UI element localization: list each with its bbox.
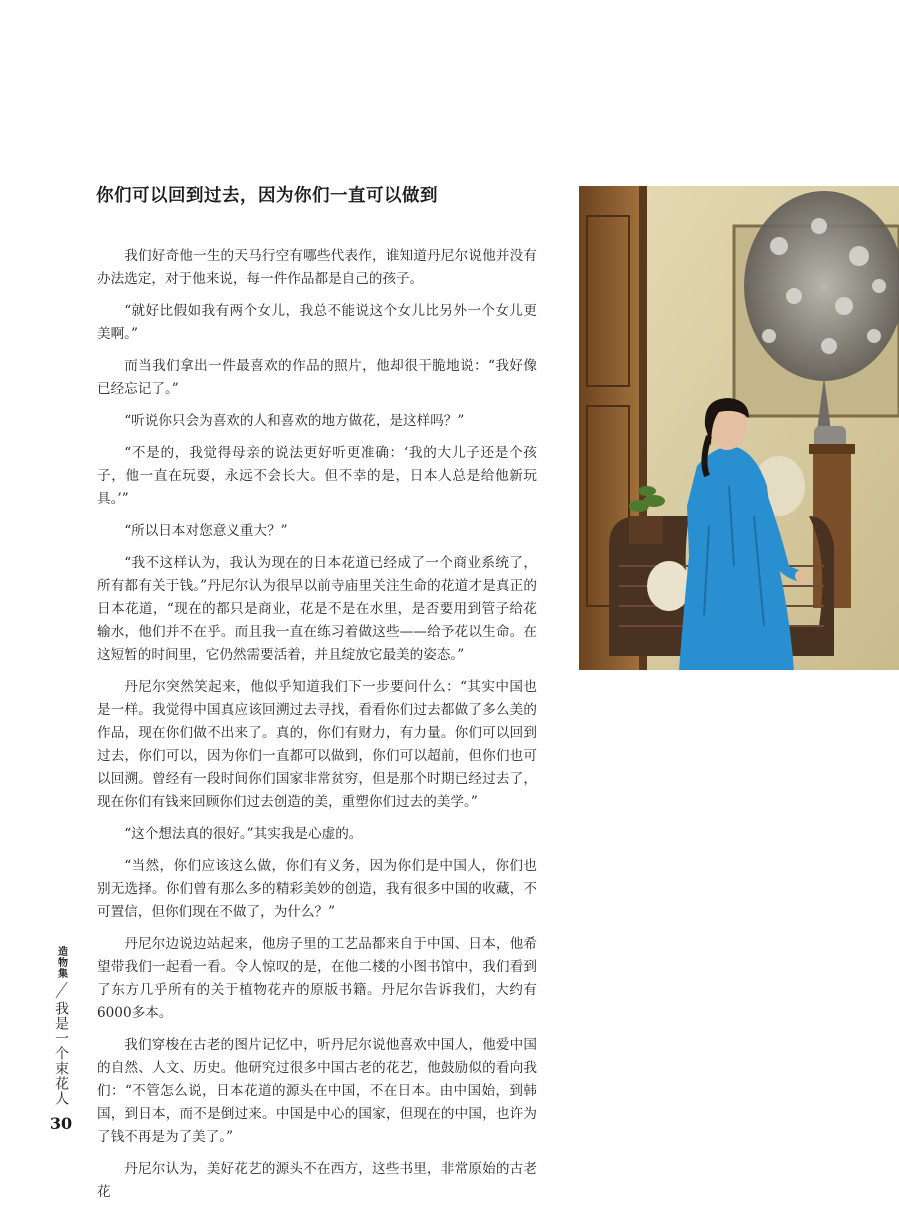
paragraph: “所以日本对您意义重大？” [124,523,288,539]
portrait-photo [579,186,899,670]
page-sidebar [48,946,74,1133]
article-body [97,245,537,1213]
paragraph: “听说你只会为喜欢的人和喜欢的地方做花，是这样吗？” [124,413,465,429]
paragraph: “当然，你们应该这么做，你们有义务，因为你们是中国人，你们也别无选择。你们曾有那么多的精彩美妙的创造，我有很多中国的收藏，不可置信，但你们现在不做了，为什么？” [97,858,537,920]
paragraph: 而当我们拿出一件最喜欢的作品的照片，他却很干脆地说：“我好像已经忘记了。” [97,358,537,397]
book-title: 我是一个束花人 [53,1001,69,1106]
paragraph: 我们穿梭在古老的图片记忆中，听丹尼尔说他喜欢中国人，他爱中国的自然、人文、历史。他研究过很多中国古老的花艺，他鼓励似的看向我们：“不管怎么说，日本花道的源头在中国，不在日本。由中国始，到韩国，到日本，而不是倒过来。中国是中心的国家，但现在的中国，也许为了钱不再是为了美了。” [97,1037,537,1145]
article-heading: 你们可以回到过去，因为你们一直可以做到 [96,186,438,206]
paragraph: “就好比假如我有两个女儿，我总不能说这个女儿比另外一个女儿更美啊。” [97,303,537,342]
paragraph: 丹尼尔突然笑起来，他似乎知道我们下一步要问什么：“其实中国也是一样。我觉得中国真应该回溯过去寻找，看看你们过去都做了多么美的作品，现在你们做不出来了。真的，你们有财力，有力量。你们可以回到过去，你们可以，因为你们一直都可以做到，你们可以超前，但你们也可以回溯。曾经有一段时间你们国家非常贫穷，但是那个时期已经过去了，现在你们有钱来回顾你们过去创造的美，重塑你们过去的美学。” [97,679,537,810]
paragraph: 丹尼尔认为，美好花艺的源头不在西方，这些书里，非常原始的古老花 [97,1161,537,1200]
paragraph: 丹尼尔边说边站起来，他房子里的工艺品都来自于中国、日本，他希望带我们一起看一看。令人惊叹的是，在他二楼的小图书馆中，我们看到了东方几乎所有的关于植物花卉的原版书籍。丹尼尔告诉我们，大约有6000多本。 [97,936,537,1021]
series-name: 造物集 [55,946,67,979]
paragraph: “不是的，我觉得母亲的说法更好听更准确：‘我的大儿子还是个孩子，他一直在玩耍，永远不会长大。但不幸的是，日本人总是给他新玩具。’” [97,445,537,507]
paragraph: “这个想法真的很好。”其实我是心虚的。 [124,826,363,842]
paragraph: “我不这样认为，我认为现在的日本花道已经成了一个商业系统了，所有都有关于钱。”丹尼尔认为很早以前寺庙里关注生命的花道才是真正的日本花道，“现在的都只是商业，花是不是在水里，是否要用到管子给花输水，他们并不在乎。而且我一直在练习着做这些——给予花以生命。在这短暂的时间里，它仍然需要活着，并且绽放它最美的姿态。” [97,555,537,663]
separator-slash [55,982,67,998]
page-number: 30 [49,1114,73,1133]
paragraph: 我们好奇他一生的天马行空有哪些代表作，谁知道丹尼尔说他并没有办法选定，对于他来说，每一件作品都是自己的孩子。 [97,248,537,287]
